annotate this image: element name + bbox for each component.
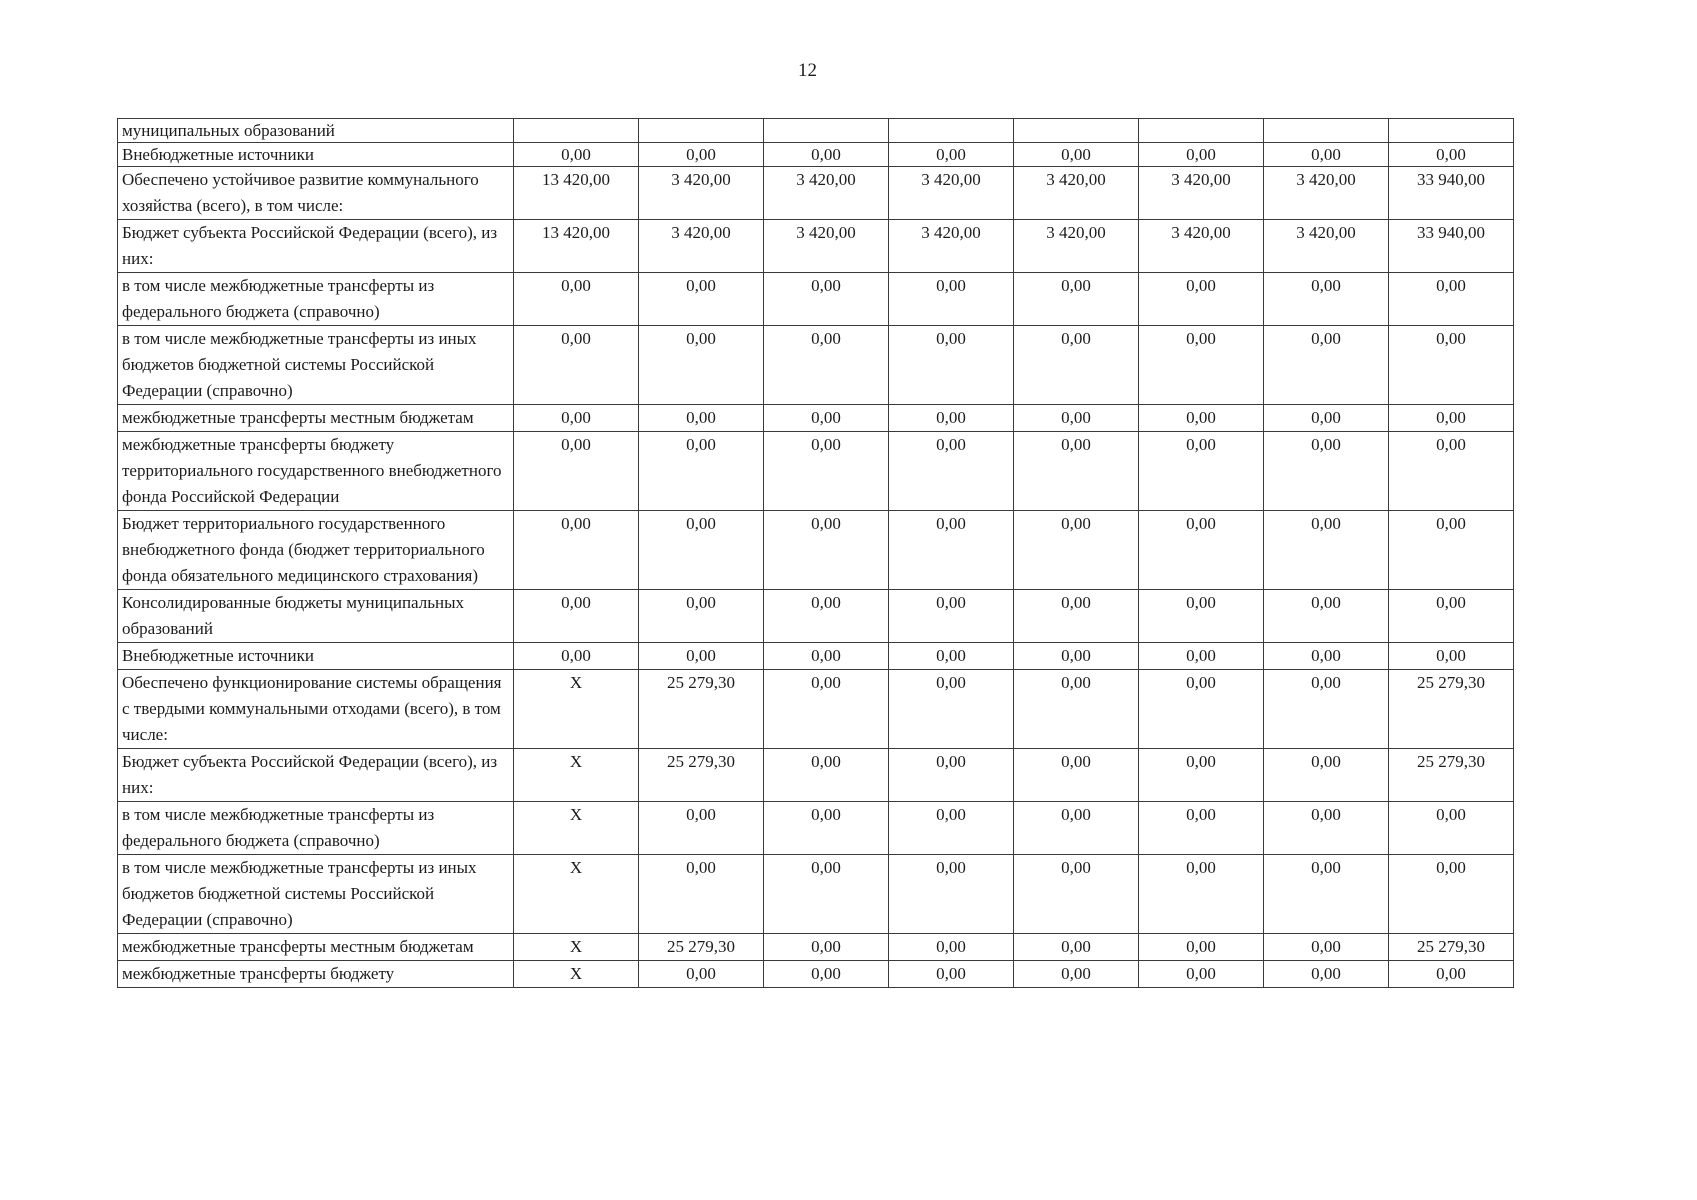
table-row bbox=[118, 143, 1514, 167]
value-cell: 0,00 bbox=[764, 643, 889, 670]
value-cell: 0,00 bbox=[1389, 961, 1514, 988]
value-cell: 0,00 bbox=[764, 961, 889, 988]
table-row bbox=[118, 326, 1514, 405]
row-label: Консолидированные бюджеты муниципальных образований bbox=[118, 590, 514, 643]
value-cell: 0,00 bbox=[1139, 326, 1264, 405]
value-cell: 0,00 bbox=[764, 326, 889, 405]
value-cell: 0,00 bbox=[889, 934, 1014, 961]
value-cell: 3 420,00 bbox=[1014, 220, 1139, 273]
table-row bbox=[118, 167, 1514, 220]
value-cell: 25 279,30 bbox=[1389, 934, 1514, 961]
value-cell bbox=[1389, 119, 1514, 143]
value-cell: 0,00 bbox=[514, 143, 639, 167]
value-cell: 13 420,00 bbox=[514, 167, 639, 220]
table-row bbox=[118, 405, 1514, 432]
value-cell: 0,00 bbox=[889, 143, 1014, 167]
value-cell: 3 420,00 bbox=[1139, 167, 1264, 220]
value-cell: 0,00 bbox=[889, 511, 1014, 590]
value-cell: 0,00 bbox=[1264, 802, 1389, 855]
budget-table bbox=[117, 118, 1514, 988]
value-cell: 0,00 bbox=[1389, 143, 1514, 167]
table-row bbox=[118, 934, 1514, 961]
value-cell: 0,00 bbox=[764, 855, 889, 934]
value-cell: 0,00 bbox=[889, 405, 1014, 432]
value-cell: 0,00 bbox=[1139, 855, 1264, 934]
value-cell: 0,00 bbox=[1389, 802, 1514, 855]
value-cell bbox=[764, 119, 889, 143]
value-cell: 3 420,00 bbox=[639, 220, 764, 273]
value-cell: 0,00 bbox=[1389, 326, 1514, 405]
row-label: Бюджет субъекта Российской Федерации (всего), из них: bbox=[118, 220, 514, 273]
table-row bbox=[118, 590, 1514, 643]
value-cell bbox=[889, 119, 1014, 143]
value-cell: 0,00 bbox=[1014, 143, 1139, 167]
value-cell: 3 420,00 bbox=[1014, 167, 1139, 220]
value-cell: 0,00 bbox=[514, 273, 639, 326]
value-cell: 0,00 bbox=[1264, 643, 1389, 670]
value-cell: 0,00 bbox=[1264, 405, 1389, 432]
value-cell bbox=[1014, 119, 1139, 143]
value-cell: 0,00 bbox=[639, 273, 764, 326]
value-cell: X bbox=[514, 961, 639, 988]
value-cell: 0,00 bbox=[1264, 511, 1389, 590]
value-cell: 0,00 bbox=[1139, 143, 1264, 167]
value-cell: 3 420,00 bbox=[889, 220, 1014, 273]
page-number: 12 bbox=[798, 60, 817, 81]
value-cell: 0,00 bbox=[889, 590, 1014, 643]
value-cell: 0,00 bbox=[1014, 961, 1139, 988]
value-cell: 0,00 bbox=[639, 855, 764, 934]
value-cell: 0,00 bbox=[1264, 934, 1389, 961]
row-label: муниципальных образований bbox=[118, 119, 514, 143]
value-cell: 0,00 bbox=[764, 432, 889, 511]
value-cell: 0,00 bbox=[639, 326, 764, 405]
value-cell: X bbox=[514, 670, 639, 749]
value-cell: 0,00 bbox=[1389, 590, 1514, 643]
value-cell: 3 420,00 bbox=[1264, 220, 1389, 273]
value-cell: 0,00 bbox=[639, 511, 764, 590]
row-label: межбюджетные трансферты местным бюджетам bbox=[118, 934, 514, 961]
table-row bbox=[118, 511, 1514, 590]
row-label: Внебюджетные источники bbox=[118, 143, 514, 167]
value-cell: X bbox=[514, 934, 639, 961]
value-cell: 0,00 bbox=[1264, 670, 1389, 749]
value-cell: X bbox=[514, 802, 639, 855]
value-cell: 3 420,00 bbox=[889, 167, 1014, 220]
table-row bbox=[118, 670, 1514, 749]
value-cell: 0,00 bbox=[889, 326, 1014, 405]
value-cell: 0,00 bbox=[1014, 643, 1139, 670]
value-cell bbox=[639, 119, 764, 143]
table-row bbox=[118, 961, 1514, 988]
value-cell: 0,00 bbox=[639, 961, 764, 988]
row-label: Бюджет территориального государственного внебюджетного фонда (бюджет территориального фонда обязательного медицинского страхования) bbox=[118, 511, 514, 590]
value-cell: 0,00 bbox=[764, 273, 889, 326]
value-cell: 0,00 bbox=[764, 511, 889, 590]
value-cell: 13 420,00 bbox=[514, 220, 639, 273]
value-cell: 25 279,30 bbox=[639, 670, 764, 749]
value-cell: 0,00 bbox=[1264, 855, 1389, 934]
row-label: Внебюджетные источники bbox=[118, 643, 514, 670]
value-cell: 0,00 bbox=[1014, 405, 1139, 432]
value-cell: 0,00 bbox=[1139, 934, 1264, 961]
table-row bbox=[118, 432, 1514, 511]
value-cell: 0,00 bbox=[889, 749, 1014, 802]
value-cell: 0,00 bbox=[1139, 961, 1264, 988]
table-row bbox=[118, 643, 1514, 670]
value-cell: 0,00 bbox=[764, 143, 889, 167]
value-cell: 0,00 bbox=[1139, 405, 1264, 432]
value-cell: 0,00 bbox=[764, 749, 889, 802]
value-cell: 0,00 bbox=[1264, 961, 1389, 988]
value-cell: 0,00 bbox=[889, 855, 1014, 934]
row-label: в том числе межбюджетные трансферты из федерального бюджета (справочно) bbox=[118, 273, 514, 326]
row-label: межбюджетные трансферты бюджету территориального государственного внебюджетного фонда Российской Федерации bbox=[118, 432, 514, 511]
row-label: межбюджетные трансферты бюджету bbox=[118, 961, 514, 988]
value-cell: 0,00 bbox=[639, 143, 764, 167]
value-cell: 0,00 bbox=[1014, 432, 1139, 511]
value-cell: 25 279,30 bbox=[1389, 749, 1514, 802]
value-cell: 0,00 bbox=[1014, 326, 1139, 405]
value-cell: 0,00 bbox=[1389, 273, 1514, 326]
value-cell: X bbox=[514, 855, 639, 934]
value-cell: 0,00 bbox=[639, 405, 764, 432]
value-cell: X bbox=[514, 749, 639, 802]
value-cell: 0,00 bbox=[1014, 273, 1139, 326]
value-cell: 0,00 bbox=[1014, 511, 1139, 590]
value-cell: 3 420,00 bbox=[1139, 220, 1264, 273]
value-cell: 0,00 bbox=[639, 432, 764, 511]
value-cell: 0,00 bbox=[1264, 326, 1389, 405]
row-label: в том числе межбюджетные трансферты из федерального бюджета (справочно) bbox=[118, 802, 514, 855]
value-cell: 3 420,00 bbox=[639, 167, 764, 220]
value-cell: 0,00 bbox=[764, 670, 889, 749]
value-cell: 0,00 bbox=[514, 590, 639, 643]
value-cell: 0,00 bbox=[1139, 432, 1264, 511]
value-cell: 0,00 bbox=[889, 670, 1014, 749]
value-cell: 0,00 bbox=[1139, 590, 1264, 643]
table-row bbox=[118, 119, 1514, 143]
value-cell: 0,00 bbox=[1014, 802, 1139, 855]
value-cell: 0,00 bbox=[1389, 511, 1514, 590]
value-cell: 0,00 bbox=[889, 432, 1014, 511]
value-cell bbox=[1139, 119, 1264, 143]
value-cell: 0,00 bbox=[764, 934, 889, 961]
value-cell: 0,00 bbox=[764, 405, 889, 432]
value-cell: 0,00 bbox=[764, 802, 889, 855]
row-label: в том числе межбюджетные трансферты из иных бюджетов бюджетной системы Российской Федерации (справочно) bbox=[118, 326, 514, 405]
value-cell: 25 279,30 bbox=[639, 934, 764, 961]
value-cell: 0,00 bbox=[1014, 590, 1139, 643]
value-cell: 0,00 bbox=[1264, 749, 1389, 802]
value-cell: 0,00 bbox=[889, 273, 1014, 326]
value-cell: 0,00 bbox=[1014, 934, 1139, 961]
value-cell bbox=[514, 119, 639, 143]
row-label: Бюджет субъекта Российской Федерации (всего), из них: bbox=[118, 749, 514, 802]
value-cell: 0,00 bbox=[1264, 590, 1389, 643]
value-cell: 0,00 bbox=[639, 643, 764, 670]
row-label: в том числе межбюджетные трансферты из иных бюджетов бюджетной системы Российской Федерации (справочно) bbox=[118, 855, 514, 934]
value-cell: 0,00 bbox=[1389, 405, 1514, 432]
table-row bbox=[118, 273, 1514, 326]
row-label: межбюджетные трансферты местным бюджетам bbox=[118, 405, 514, 432]
value-cell: 25 279,30 bbox=[639, 749, 764, 802]
row-label: Обеспечено функционирование системы обращения с твердыми коммунальными отходами (всего), в том числе: bbox=[118, 670, 514, 749]
value-cell: 0,00 bbox=[514, 405, 639, 432]
value-cell: 0,00 bbox=[639, 802, 764, 855]
table-row bbox=[118, 749, 1514, 802]
value-cell: 0,00 bbox=[1264, 143, 1389, 167]
value-cell: 0,00 bbox=[1264, 273, 1389, 326]
row-label: Обеспечено устойчивое развитие коммунального хозяйства (всего), в том числе: bbox=[118, 167, 514, 220]
value-cell: 0,00 bbox=[1139, 511, 1264, 590]
table-body bbox=[118, 119, 1514, 988]
value-cell: 0,00 bbox=[764, 590, 889, 643]
value-cell: 0,00 bbox=[1014, 670, 1139, 749]
value-cell: 0,00 bbox=[1389, 643, 1514, 670]
value-cell: 0,00 bbox=[889, 961, 1014, 988]
value-cell: 0,00 bbox=[1139, 273, 1264, 326]
value-cell: 3 420,00 bbox=[764, 167, 889, 220]
value-cell: 0,00 bbox=[1264, 432, 1389, 511]
value-cell: 0,00 bbox=[1139, 670, 1264, 749]
value-cell: 0,00 bbox=[1139, 749, 1264, 802]
value-cell: 0,00 bbox=[639, 590, 764, 643]
value-cell: 0,00 bbox=[514, 511, 639, 590]
table-row bbox=[118, 220, 1514, 273]
value-cell: 3 420,00 bbox=[764, 220, 889, 273]
value-cell: 33 940,00 bbox=[1389, 220, 1514, 273]
table-row bbox=[118, 802, 1514, 855]
value-cell: 0,00 bbox=[1014, 855, 1139, 934]
value-cell: 0,00 bbox=[514, 326, 639, 405]
value-cell: 33 940,00 bbox=[1389, 167, 1514, 220]
value-cell: 0,00 bbox=[514, 643, 639, 670]
value-cell: 0,00 bbox=[1389, 855, 1514, 934]
value-cell: 0,00 bbox=[1139, 643, 1264, 670]
value-cell: 0,00 bbox=[1139, 802, 1264, 855]
value-cell: 0,00 bbox=[889, 802, 1014, 855]
value-cell: 0,00 bbox=[889, 643, 1014, 670]
value-cell: 0,00 bbox=[1389, 432, 1514, 511]
value-cell: 0,00 bbox=[514, 432, 639, 511]
value-cell bbox=[1264, 119, 1389, 143]
value-cell: 25 279,30 bbox=[1389, 670, 1514, 749]
value-cell: 0,00 bbox=[1014, 749, 1139, 802]
value-cell: 3 420,00 bbox=[1264, 167, 1389, 220]
table-row bbox=[118, 855, 1514, 934]
